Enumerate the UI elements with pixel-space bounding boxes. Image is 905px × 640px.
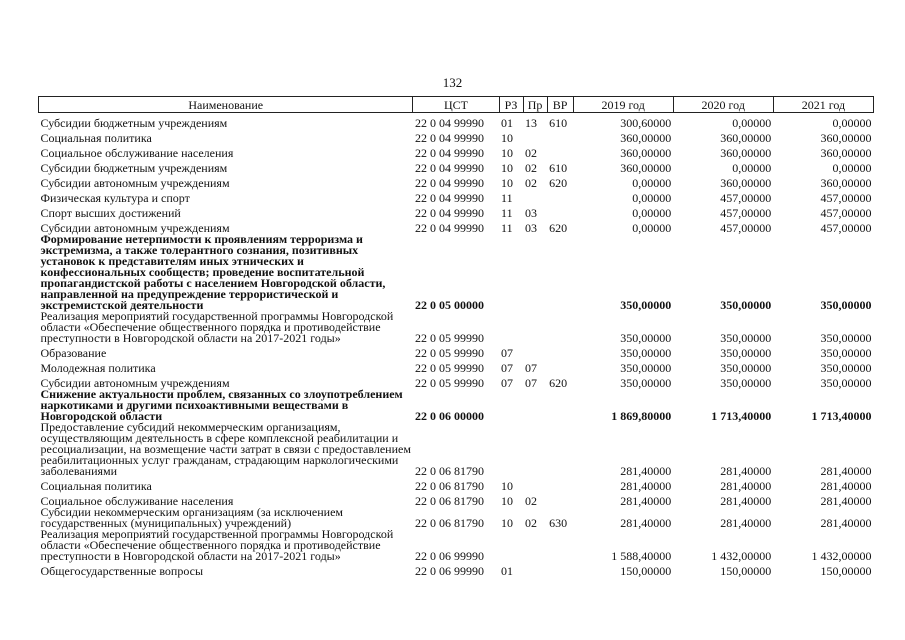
cell-vr [547,144,573,159]
cell-pr [523,389,547,422]
table-row [39,507,874,529]
cell-2021: 360,00000 [820,176,872,190]
cell-2021: 281,40000 [820,516,872,530]
cell-rz: 10 [501,131,514,145]
table-row [39,159,874,174]
cell-pr: 02 [525,146,538,160]
table-row [39,562,874,577]
cell-rz: 10 [501,516,514,530]
cell-2020: 281,40000 [720,494,772,508]
cell-rz: 10 [501,176,514,190]
cell-cst: 22 0 06 00000 [414,409,484,423]
cell-cst: 22 0 04 99990 [414,191,484,205]
cell-vr [547,389,573,422]
cell-pr [523,234,547,311]
cell-2021: 150,00000 [820,564,872,578]
cell-2021: 350,00000 [820,298,872,312]
cell-cst: 22 0 04 99990 [414,161,484,175]
cell-name: Молодежная политика [40,361,156,375]
cell-name: Социальное обслуживание населения [40,494,234,508]
cell-2021: 360,00000 [820,131,872,145]
cell-2019: 281,40000 [620,464,672,478]
cell-2020: 350,00000 [720,361,772,375]
budget-table [38,96,874,577]
cell-rz: 11 [501,221,513,235]
cell-2020: 360,00000 [720,176,772,190]
cell-2020: 350,00000 [720,331,772,345]
cell-rz [499,529,523,562]
cell-2020: 350,00000 [720,376,772,390]
cell-vr [547,492,573,507]
header-pr: Пр [523,97,547,113]
cell-2019: 350,00000 [620,298,672,312]
cell-pr [523,477,547,492]
cell-vr: 620 [549,221,568,235]
cell-vr [547,529,573,562]
cell-vr [547,204,573,219]
cell-2019: 0,00000 [632,176,672,190]
cell-2019: 360,00000 [620,146,672,160]
cell-2019: 350,00000 [620,331,672,345]
cell-vr [547,234,573,311]
table-row [39,234,874,311]
cell-pr [523,189,547,204]
cell-pr: 07 [525,361,538,375]
cell-vr [547,562,573,577]
cell-rz: 10 [501,146,514,160]
cell-2021: 0,00000 [832,116,872,130]
cell-rz: 07 [501,346,514,360]
table-row [39,422,874,477]
cell-name: Физическая культура и спорт [40,191,190,205]
cell-cst: 22 0 05 99990 [414,376,484,390]
cell-pr [523,311,547,344]
cell-cst: 22 0 06 81790 [414,464,484,478]
cell-2020: 281,40000 [720,479,772,493]
header-name: Наименование [39,97,413,113]
cell-2021: 457,00000 [820,191,872,205]
cell-vr [547,189,573,204]
cell-vr: 620 [549,376,568,390]
cell-pr: 07 [525,376,538,390]
cell-rz [499,422,523,477]
cell-name: Субсидии автономным учреждениям [40,176,230,190]
cell-cst: 22 0 05 00000 [414,298,484,312]
cell-rz: 10 [501,494,514,508]
table-row [39,189,874,204]
header-2020: 2020 год [673,97,773,113]
cell-rz: 01 [501,116,514,130]
cell-2021: 1 432,00000 [811,549,872,563]
cell-vr: 630 [549,516,568,530]
cell-cst: 22 0 04 99990 [414,206,484,220]
cell-rz [499,389,523,422]
cell-2021: 350,00000 [820,346,872,360]
cell-vr [547,422,573,477]
cell-2021: 281,40000 [820,479,872,493]
cell-2019: 281,40000 [620,516,672,530]
cell-pr [523,562,547,577]
cell-cst: 22 0 05 99990 [414,331,484,345]
cell-2020: 0,00000 [732,161,772,175]
cell-2019: 0,00000 [632,206,672,220]
header-vr: ВР [547,97,573,113]
cell-pr [523,344,547,359]
cell-cst: 22 0 06 81790 [414,479,484,493]
cell-vr [547,359,573,374]
cell-name: Субсидии некоммерческим организациям (за исключением государственных (муниципальных) учреждений) [40,505,344,530]
cell-2020: 457,00000 [720,191,772,205]
cell-rz: 01 [501,564,514,578]
cell-2020: 360,00000 [720,131,772,145]
table-header-row [39,97,874,113]
cell-rz: 07 [501,361,514,375]
cell-2020: 457,00000 [720,206,772,220]
cell-name: Спорт высших достижений [40,206,181,220]
table-row [39,359,874,374]
cell-cst: 22 0 05 99990 [414,361,484,375]
cell-vr: 610 [549,161,568,175]
cell-name: Субсидии автономным учреждениям [40,376,230,390]
table-row [39,389,874,422]
cell-name: Субсидии бюджетным учреждениям [40,161,228,175]
cell-cst: 22 0 04 99990 [414,146,484,160]
cell-cst: 22 0 06 81790 [414,494,484,508]
cell-2021: 350,00000 [820,331,872,345]
cell-2019: 1 588,40000 [611,549,672,563]
cell-vr [547,344,573,359]
cell-cst: 22 0 04 99990 [414,131,484,145]
cell-vr: 610 [549,116,568,130]
header-rz: РЗ [499,97,523,113]
cell-2020: 350,00000 [720,346,772,360]
header-2021: 2021 год [773,97,873,113]
cell-pr: 02 [525,161,538,175]
cell-name: Образование [40,346,107,360]
cell-2019: 281,40000 [620,494,672,508]
table-row [39,311,874,344]
cell-2019: 150,00000 [620,564,672,578]
cell-vr: 620 [549,176,568,190]
cell-2021: 457,00000 [820,206,872,220]
cell-pr: 13 [525,116,538,130]
table-row [39,477,874,492]
cell-vr [547,477,573,492]
cell-cst: 22 0 04 99990 [414,221,484,235]
table-row [39,204,874,219]
cell-2019: 350,00000 [620,361,672,375]
table-row [39,174,874,189]
cell-2020: 281,40000 [720,464,772,478]
cell-name: Социальная политика [40,131,152,145]
cell-cst: 22 0 04 99990 [414,116,484,130]
table-row [39,113,874,130]
cell-name: Реализация мероприятий государственной программы Новгородской области «Обеспечение общественного порядка и противодействие преступности в Новгородской области на 2017-2021 годы» [40,309,394,345]
cell-pr: 02 [525,176,538,190]
cell-2021: 281,40000 [820,494,872,508]
cell-name: Социальная политика [40,479,152,493]
cell-rz: 10 [501,161,514,175]
cell-2021: 281,40000 [820,464,872,478]
cell-2021: 350,00000 [820,361,872,375]
header-cst: ЦСТ [413,97,499,113]
cell-2019: 360,00000 [620,131,672,145]
cell-name: Общегосударственные вопросы [40,564,204,578]
table-body [39,113,874,578]
table-row [39,144,874,159]
cell-2019: 350,00000 [620,346,672,360]
cell-vr [547,311,573,344]
cell-2020: 457,00000 [720,221,772,235]
cell-2019: 360,00000 [620,161,672,175]
cell-name: Реализация мероприятий государственной программы Новгородской области «Обеспечение общественного порядка и противодействие преступности в Новгородской области на 2017-2021 годы» [40,527,394,563]
cell-pr [523,529,547,562]
cell-cst: 22 0 04 99990 [414,176,484,190]
cell-2020: 1 713,40000 [711,409,772,423]
cell-name: Субсидии автономным учреждениям [40,221,230,235]
cell-2019: 0,00000 [632,191,672,205]
cell-pr [523,129,547,144]
cell-rz [499,311,523,344]
cell-2019: 350,00000 [620,376,672,390]
table-row [39,344,874,359]
cell-name: Социальное обслуживание населения [40,146,234,160]
page-number: 132 [442,75,463,90]
table-row [39,529,874,562]
cell-2020: 0,00000 [732,116,772,130]
cell-name: Субсидии бюджетным учреждениям [40,116,228,130]
cell-2019: 281,40000 [620,479,672,493]
cell-rz: 10 [501,479,514,493]
table-row [39,129,874,144]
cell-2020: 1 432,00000 [711,549,772,563]
cell-rz: 11 [501,191,513,205]
cell-2021: 360,00000 [820,146,872,160]
cell-rz [499,234,523,311]
cell-name: Предоставление субсидий некоммерческим организациям, осуществляющим деятельность в сфере комплексной реабилитации и ресоциализации, на возмещение части затрат в связи с предоставлением реабилитационных услуг гражданам, страдающим наркологическими заболеваниями [40,420,411,478]
cell-cst: 22 0 06 81790 [414,516,484,530]
cell-vr [547,129,573,144]
cell-2019: 0,00000 [632,221,672,235]
cell-pr [523,422,547,477]
cell-cst: 22 0 06 99990 [414,564,484,578]
cell-pr: 03 [525,221,538,235]
cell-pr: 02 [525,494,538,508]
cell-cst: 22 0 05 99990 [414,346,484,360]
header-2019: 2019 год [573,97,673,113]
cell-rz: 11 [501,206,513,220]
cell-2019: 1 869,80000 [611,409,672,423]
cell-2021: 0,00000 [832,161,872,175]
cell-2021: 1 713,40000 [811,409,872,423]
cell-cst: 22 0 06 99990 [414,549,484,563]
cell-2020: 150,00000 [720,564,772,578]
cell-2019: 300,60000 [620,116,672,130]
cell-name: Формирование нетерпимости к проявлениям терроризма и экстремизма, а также толерантного сознания, позитивных установок к представителям иных этнических и конфессиональных сообществ; проведение воспитательной пропагандистской работы с населением Новгородской области, направленной на предупреждение террористической и экстремистской деятельности [40,232,386,312]
cell-2020: 281,40000 [720,516,772,530]
cell-2020: 350,00000 [720,298,772,312]
cell-2020: 360,00000 [720,146,772,160]
cell-2021: 350,00000 [820,376,872,390]
cell-rz: 07 [501,376,514,390]
cell-2021: 457,00000 [820,221,872,235]
cell-pr: 03 [525,206,538,220]
cell-pr: 02 [525,516,538,530]
cell-name: Снижение актуальности проблем, связанных со злоупотреблением наркотиками и другими психоактивными веществами в Новгородской области [40,387,403,423]
